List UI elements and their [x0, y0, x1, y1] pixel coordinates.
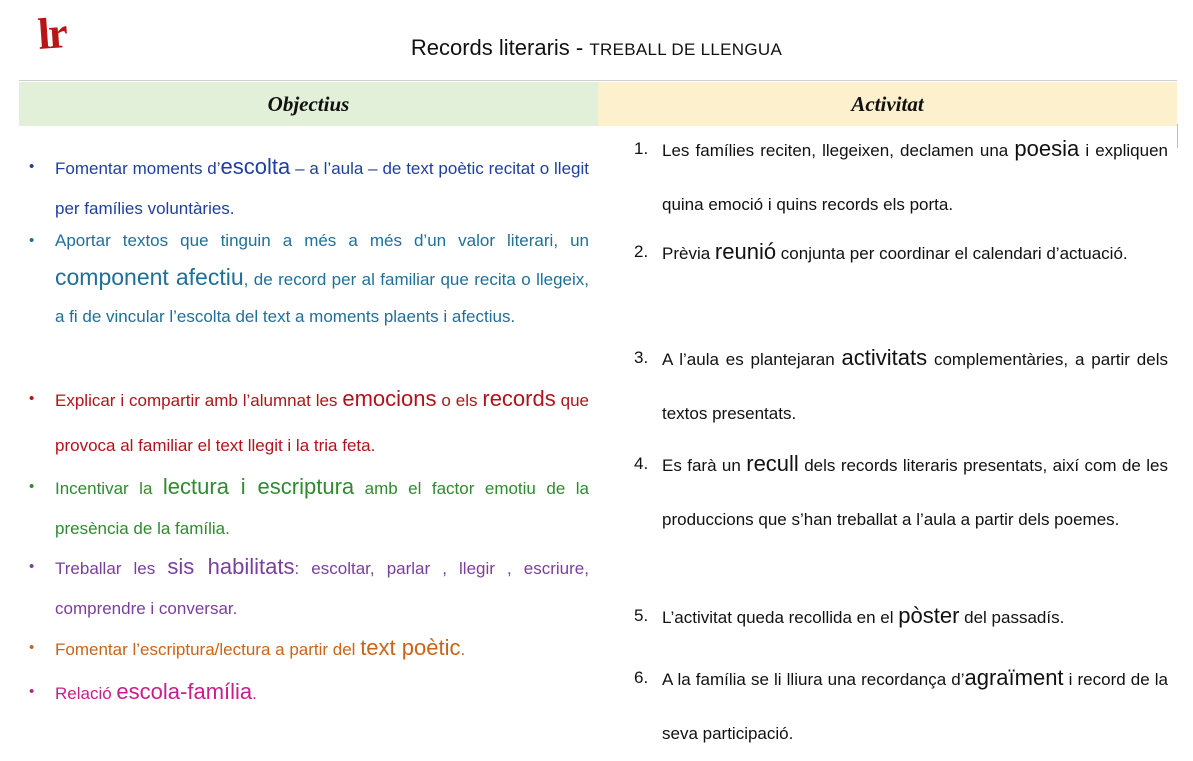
- objective-keyword: sis habilitats: [167, 554, 295, 579]
- activity-item-1: [634, 122, 1169, 232]
- activity-item-2: [634, 225, 1168, 281]
- logo: lr: [36, 8, 68, 59]
- objective-text: Fomentar moments d’: [55, 159, 221, 178]
- activity-item-5: [634, 593, 1168, 641]
- objective-keyword: records: [482, 386, 556, 411]
- activity-text: i expliquen quina emoció i quins records els porta.: [662, 141, 1169, 214]
- title-main: Records literaris -: [410, 35, 590, 60]
- objective-text: que provoca al familiar el text llegit i la tria feta.: [55, 391, 589, 455]
- item-number: 1.: [634, 139, 649, 158]
- objective-keyword: text poètic: [360, 635, 461, 660]
- objective-item-habilitats: [29, 547, 589, 629]
- objective-text: – a l’aula – de text poètic recitat o llegit per famílies voluntàries.: [55, 159, 589, 218]
- item-number: 3.: [634, 348, 649, 367]
- bullet-icon: •: [29, 639, 35, 656]
- objective-text: : escoltar, parlar , llegir , escriure, comprendre i conversar.: [55, 559, 589, 618]
- bullet-icon: •: [29, 232, 35, 249]
- objectives-header-label: Objectius: [267, 92, 350, 116]
- activity-text: A la família se li lliura una recordança d’: [662, 670, 965, 689]
- objective-text: Incentivar la: [55, 479, 163, 498]
- objective-text: amb el factor emotiu de la presència de la família.: [55, 479, 589, 538]
- objective-item-lectura: [29, 467, 589, 549]
- activity-text: i record de la seva participació.: [662, 670, 1169, 743]
- objective-keyword: escolta: [220, 154, 291, 179]
- activity-keyword: activitats: [841, 345, 928, 370]
- objective-text: .: [460, 640, 466, 659]
- objective-text: .: [252, 684, 257, 703]
- activity-keyword: reunió: [714, 239, 777, 264]
- activity-text: dels records literaris presentats, així com de les produccions que s’han treballat a l’aula a partir dels poemes.: [662, 456, 1168, 529]
- table-right-border: [1177, 124, 1178, 148]
- activity-item-4: [634, 437, 1168, 547]
- objective-keyword: component afectiu: [55, 264, 244, 290]
- bullet-icon: •: [29, 558, 35, 575]
- activity-text: complementàries, a partir dels textos presentats.: [662, 350, 1168, 423]
- activity-keyword: pòster: [898, 603, 960, 628]
- bullet-icon: •: [29, 158, 35, 175]
- activity-item-3: [634, 331, 1168, 441]
- objective-text: Treballar les: [55, 559, 168, 578]
- item-number: 2.: [634, 242, 649, 261]
- activity-text: conjunta per coordinar el calendari d’actuació.: [776, 244, 1128, 263]
- page-title: [0, 35, 1193, 61]
- activity-text: A l’aula es plantejaran: [662, 350, 842, 369]
- objective-text: Fomentar l’escriptura/lectura a partir del: [55, 640, 361, 659]
- activity-text: L’activitat queda recollida en el: [662, 608, 899, 627]
- objective-keyword: lectura i escriptura: [162, 474, 355, 499]
- objective-text: o els: [436, 391, 483, 410]
- activity-keyword: agraïment: [964, 665, 1064, 690]
- bullet-icon: •: [29, 478, 35, 495]
- activity-text: Les famílies reciten, llegeixen, declamen una: [662, 141, 1015, 160]
- bullet-icon: •: [29, 390, 35, 407]
- table-top-border: [19, 80, 1177, 81]
- title-subtitle: TREBALL DE LLENGUA: [589, 40, 783, 59]
- objective-item-component-afectiu: [29, 222, 589, 335]
- objective-text: Aportar textos que tinguin a més a més d’un valor literari, un: [55, 231, 589, 250]
- objective-keyword: escola-família: [116, 679, 253, 704]
- activity-header: [598, 82, 1177, 126]
- item-number: 5.: [634, 606, 649, 625]
- activity-text: del passadís.: [959, 608, 1065, 627]
- activity-text: Prèvia: [662, 244, 715, 263]
- activity-header-label: Activitat: [851, 92, 924, 116]
- activity-keyword: poesia: [1014, 136, 1080, 161]
- activity-item-6: [634, 651, 1169, 761]
- objective-item-emocions: [29, 376, 589, 468]
- objective-text: Relació: [55, 684, 117, 703]
- item-number: 4.: [634, 454, 649, 473]
- activity-text: Es farà un: [662, 456, 747, 475]
- objective-text: , de record per al familiar que recita o llegeix, a fi de vincular l’escolta del text a moments plaents i afectius.: [55, 270, 589, 326]
- objective-item-escola-familia: [29, 672, 589, 714]
- item-number: 6.: [634, 668, 649, 687]
- activity-keyword: recull: [746, 451, 799, 476]
- objectives-header: [19, 82, 598, 126]
- objective-text: Explicar i compartir amb l’alumnat les: [55, 391, 343, 410]
- objective-item-text-poetic: [29, 628, 589, 670]
- objective-item-escolta: [29, 147, 589, 229]
- objective-keyword: emocions: [342, 386, 437, 411]
- bullet-icon: •: [29, 683, 35, 700]
